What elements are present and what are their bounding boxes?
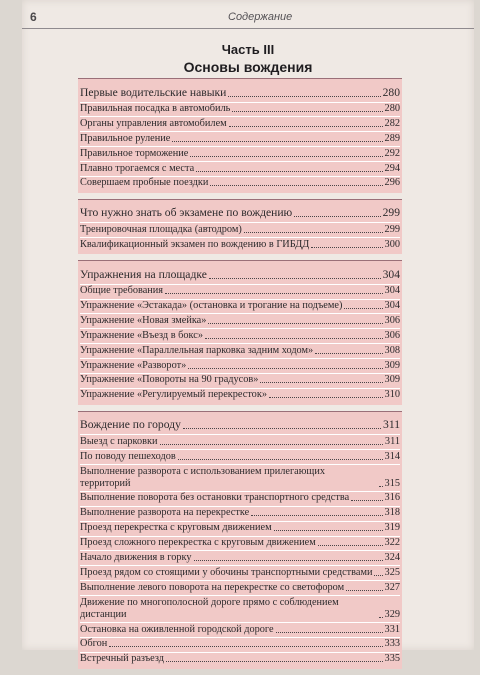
toc-entry[interactable]: [80, 537, 400, 552]
toc-entry-page: 299: [382, 206, 400, 220]
toc-entry[interactable]: [80, 623, 400, 638]
toc-entry-title: Проезд перекрестка с круговым движением: [80, 522, 272, 534]
dot-leader: [178, 459, 383, 460]
dot-leader: [228, 96, 380, 97]
toc-entry[interactable]: [80, 450, 400, 465]
toc-entry-title: Упражнение «Регулируемый перекресток»: [80, 389, 267, 401]
toc-entry[interactable]: [80, 492, 400, 507]
toc-entry-title: Проезд рядом со стоящими у обочины транспортными средствами: [80, 566, 373, 578]
toc-entry-page: 315: [384, 477, 400, 489]
toc-entry-page: 306: [384, 329, 400, 341]
toc-entry[interactable]: [80, 359, 400, 374]
toc-entry-title: Обгон: [80, 638, 108, 650]
toc-entry-title: Правильная посадка в автомобиль: [80, 103, 231, 114]
toc-entry-title: Совершаем пробные поездки: [80, 177, 209, 189]
toc-section-heading[interactable]: [80, 418, 400, 436]
toc-entry[interactable]: [80, 344, 400, 359]
toc-section: [78, 411, 402, 669]
toc-entry-page: 314: [384, 450, 400, 462]
dot-leader: [318, 545, 383, 546]
toc-section: [78, 199, 402, 254]
table-of-contents: [78, 78, 402, 675]
toc-entry-page: 318: [384, 507, 400, 519]
dot-leader: [194, 560, 383, 561]
toc-entry-title: Упражнение «Въезд в бокс»: [80, 329, 203, 341]
toc-entry-page: 280: [382, 85, 400, 99]
dot-leader: [274, 530, 383, 531]
toc-entry-page: 304: [384, 300, 400, 312]
toc-entry[interactable]: [80, 551, 400, 566]
toc-section-heading[interactable]: [80, 206, 400, 224]
toc-entry-title: Выполнение разворота на перекрестке: [80, 507, 250, 519]
dot-leader: [311, 247, 382, 248]
toc-entry-title: Органы управления автомобилем: [80, 117, 227, 129]
book-page: [22, 0, 474, 665]
toc-entry-title: Первые водительские навыки: [80, 85, 227, 99]
part-title: Основы вождения: [183, 59, 313, 75]
toc-entry-title: Движение по многополосной дороге прямо с соблюдением дистанции: [80, 596, 339, 620]
toc-entry-title: Проезд сложного перекрестка с круговым движением: [80, 537, 316, 549]
dot-leader: [379, 617, 383, 618]
part-label: Часть III: [221, 42, 275, 57]
toc-entry-title: Начало движения в горку: [80, 551, 192, 563]
toc-entry-title: Плавно трогаемся с места: [80, 162, 195, 174]
toc-section-heading[interactable]: [80, 85, 400, 103]
toc-entry[interactable]: [80, 147, 400, 162]
toc-entry-page: 311: [383, 418, 400, 432]
toc-entry-page: 304: [382, 267, 400, 281]
dot-leader: [209, 278, 381, 279]
toc-entry[interactable]: [80, 465, 400, 492]
toc-entry[interactable]: [80, 522, 400, 537]
toc-entry-page: 300: [384, 238, 400, 250]
toc-entry-page: 289: [384, 132, 400, 144]
toc-entry-title: Упражнение «Повороты на 90 градусов»: [80, 374, 259, 386]
toc-entry-page: 316: [384, 492, 400, 504]
dot-leader: [183, 428, 381, 429]
toc-entry-page: 319: [384, 522, 400, 534]
toc-entry-title: Упражнение «Параллельная парковка задним ходом»: [80, 344, 314, 356]
dot-leader: [165, 293, 383, 294]
toc-entry[interactable]: [80, 566, 400, 581]
toc-entry-page: 331: [384, 623, 400, 635]
toc-entry-title: Упражнение «Разворот»: [80, 359, 187, 371]
toc-entry[interactable]: [80, 177, 400, 191]
toc-entry[interactable]: [80, 238, 400, 252]
toc-entry[interactable]: [80, 389, 400, 403]
toc-entry-title: Выполнение разворота с использованием прилегающих территорий: [80, 465, 326, 489]
toc-entry-title: Правильное торможение: [80, 147, 189, 159]
toc-entry[interactable]: [80, 374, 400, 389]
dot-leader: [379, 486, 383, 487]
toc-entry-page: 306: [384, 314, 400, 326]
dot-leader: [346, 590, 382, 591]
dot-leader: [190, 156, 382, 157]
toc-entry-page: 292: [384, 147, 400, 159]
toc-entry-title: Выезд с парковки: [80, 435, 158, 447]
toc-section-heading[interactable]: [80, 267, 400, 285]
toc-entry[interactable]: [80, 581, 400, 596]
toc-entry[interactable]: [80, 314, 400, 329]
toc-entry-page: 304: [384, 285, 400, 297]
toc-entry-title: Упражнение «Новая змейка»: [80, 314, 207, 326]
part-heading: [22, 42, 474, 76]
toc-entry[interactable]: [80, 162, 400, 177]
toc-entry-title: Тренировочная площадка (автодром): [80, 223, 242, 235]
dot-leader: [351, 500, 382, 501]
toc-entry-page: 335: [384, 653, 400, 665]
toc-entry-title: Упражнение «Эстакада» (остановка и трогание на подъеме): [80, 300, 343, 312]
toc-entry-title: Вождение по городу: [80, 418, 181, 432]
toc-entry-title: Выполнение поворота без остановки транспортного средства: [80, 492, 350, 504]
dot-leader: [208, 323, 382, 324]
toc-entry[interactable]: [80, 300, 400, 315]
dot-leader: [260, 382, 382, 383]
toc-entry-page: 333: [384, 638, 400, 650]
toc-entry-title: Выполнение левого поворота на перекрестке со светофором: [80, 581, 345, 593]
toc-entry[interactable]: [80, 223, 400, 238]
toc-entry-page: 280: [384, 103, 400, 114]
toc-entry[interactable]: [80, 435, 400, 450]
dot-leader: [109, 646, 382, 647]
dot-leader: [160, 444, 383, 445]
toc-entry[interactable]: [80, 638, 400, 653]
toc-entry-page: 310: [384, 389, 400, 401]
dot-leader: [205, 338, 383, 339]
running-head: Содержание: [228, 11, 293, 23]
toc-entry-page: 311: [384, 435, 400, 447]
toc-entry[interactable]: [80, 117, 400, 132]
dot-leader: [232, 111, 382, 112]
toc-entry-title: Общие требования: [80, 285, 164, 297]
toc-entry-page: 324: [384, 551, 400, 563]
dot-leader: [344, 308, 382, 309]
dot-leader: [251, 515, 382, 516]
dot-leader: [315, 353, 382, 354]
dot-leader: [166, 661, 383, 662]
dot-leader: [196, 171, 382, 172]
toc-entry-page: 296: [384, 177, 400, 189]
toc-entry-page: 299: [384, 223, 400, 235]
toc-entry[interactable]: [80, 329, 400, 344]
toc-entry-title: Остановка на оживленной городской дороге: [80, 623, 274, 635]
toc-entry[interactable]: [80, 653, 400, 667]
dot-leader: [229, 126, 383, 127]
toc-entry[interactable]: [80, 507, 400, 522]
toc-entry-title: Упражнения на площадке: [80, 267, 207, 281]
toc-entry-page: 322: [384, 537, 400, 549]
dot-leader: [188, 368, 382, 369]
dot-leader: [294, 216, 380, 217]
toc-entry[interactable]: [80, 103, 400, 118]
toc-section: [78, 78, 402, 193]
page-header: [22, 8, 474, 29]
toc-entry-page: 309: [384, 374, 400, 386]
toc-entry[interactable]: [80, 285, 400, 300]
toc-entry-page: 309: [384, 359, 400, 371]
toc-section: [78, 260, 402, 405]
toc-entry-title: Встречный разъезд: [80, 653, 164, 665]
toc-entry-page: 325: [384, 566, 400, 578]
toc-entry-page: 294: [384, 162, 400, 174]
dot-leader: [269, 397, 383, 398]
dot-leader: [172, 141, 382, 142]
dot-leader: [374, 575, 382, 576]
toc-entry-title: Квалификационный экзамен по вождению в ГИБДД: [80, 238, 310, 250]
toc-entry-title: Правильное руление: [80, 132, 171, 144]
dot-leader: [244, 232, 383, 233]
toc-entry-page: 327: [384, 581, 400, 593]
toc-entry-title: Что нужно знать об экзамене по вождению: [80, 206, 293, 220]
toc-entry[interactable]: [80, 596, 400, 623]
toc-entry-title: По поводу пешеходов: [80, 450, 176, 462]
toc-entry-page: 329: [384, 608, 400, 620]
toc-entry-page: 282: [384, 117, 400, 129]
toc-entry-page: 308: [384, 344, 400, 356]
toc-entry[interactable]: [80, 132, 400, 147]
page-number: 6: [30, 10, 37, 24]
dot-leader: [276, 632, 383, 633]
dot-leader: [210, 185, 382, 186]
